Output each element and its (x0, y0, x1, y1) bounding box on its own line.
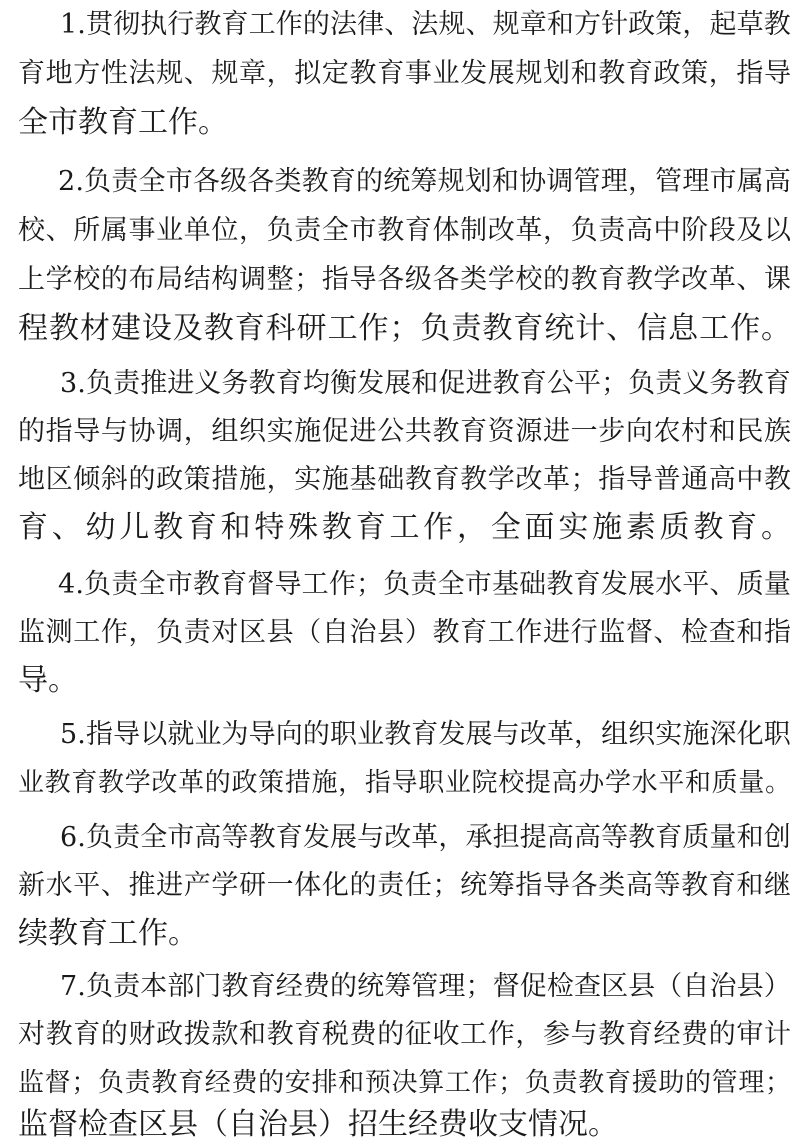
paragraph-1-line-1: 1.贯彻执行教育工作的法律、法规、规章和方针政策，起草教 (60, 9, 791, 40)
paragraph-3-line-3: 地区倾斜的政策措施，实施基础教育教学改革；指导普通高中教 (18, 464, 792, 495)
paragraph-1-line-2: 育地方性法规、规章，拟定教育事业发展规划和教育政策，指导 (18, 58, 792, 89)
paragraph-3-line-2: 的指导与协调，组织实施促进公共教育资源进一步向农村和民族 (18, 416, 792, 447)
paragraph-4-line-2: 监测工作，负责对区县（自治县）教育工作进行监督、检查和指 (18, 617, 792, 648)
paragraph-4-line-3: 导。 (18, 663, 78, 698)
paragraph-2-line-3: 上学校的布局结构调整；指导各级各类学校的教育教学改革、课 (18, 264, 792, 295)
paragraph-2-line-2: 校、所属事业单位，负责全市教育体制改革，负责高中阶段及以 (18, 215, 792, 246)
paragraph-3-line-4: 育、幼儿教育和特殊教育工作，全面实施素质教育。 (18, 510, 795, 545)
paragraph-6-line-3: 续教育工作。 (18, 916, 198, 951)
paragraph-6-line-2: 新水平、推进产学研一体化的责任；统筹指导各类高等教育和继 (18, 870, 792, 901)
paragraph-3-line-1: 3.负责推进义务教育均衡发展和促进教育公平；负责义务教育 (60, 368, 791, 399)
paragraph-5-line-1: 5.指导以就业为导向的职业教育发展与改革，组织实施深化职 (60, 719, 791, 750)
paragraph-2-line-4: 程教材建设及教育科研工作；负责教育统计、信息工作。 (18, 311, 792, 346)
paragraph-7-line-4: 监督检查区县（自治县）招生经费收支情况。 (18, 1107, 618, 1142)
paragraph-6-line-1: 6.负责全市高等教育发展与改革，承担提高高等教育质量和创 (60, 822, 791, 853)
paragraph-2-line-1: 2.负责全市各级各类教育的统筹规划和协调管理，管理市属高 (58, 166, 792, 197)
paragraph-4-line-1: 4.负责全市教育督导工作；负责全市基础教育发展水平、质量 (58, 569, 792, 600)
paragraph-1-line-3: 全市教育工作。 (18, 105, 228, 140)
paragraph-7-line-1: 7.负责本部门教育经费的统筹管理；督促检查区县（自治县） (60, 971, 791, 1002)
paragraph-7-line-2: 对教育的财政拨款和教育税费的征收工作，参与教育经费的审计 (18, 1019, 792, 1050)
paragraph-5-line-2: 业教育教学改革的政策措施，指导职业院校提高办学水平和质量。 (18, 768, 792, 798)
paragraph-7-line-3: 监督；负责教育经费的安排和预决算工作；负责教育援助的管理； (18, 1068, 792, 1098)
